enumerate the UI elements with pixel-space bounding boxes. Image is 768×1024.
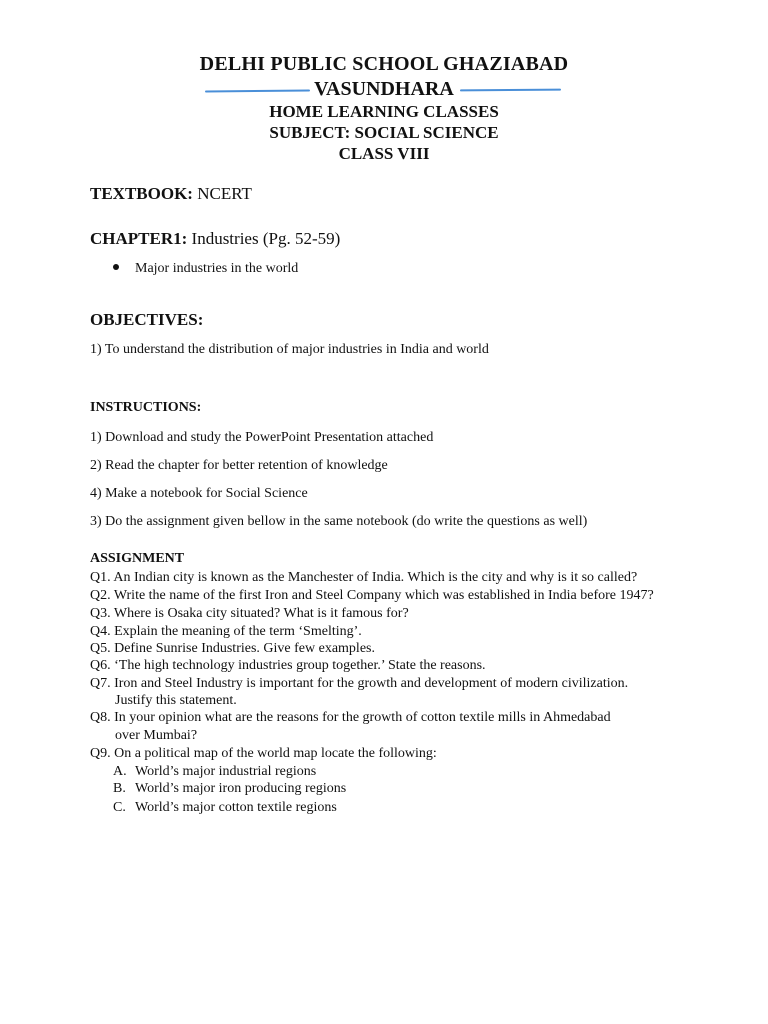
instruction-item-3: 4) Make a notebook for Social Science: [90, 486, 308, 501]
textbook-label: TEXTBOOK:: [90, 184, 193, 203]
list-letter: B.: [113, 781, 126, 796]
chapter-value: Industries (Pg. 52-59): [191, 229, 341, 248]
list-item-text: World’s major iron producing regions: [135, 781, 347, 796]
subject-title: SUBJECT: SOCIAL SCIENCE: [269, 123, 499, 142]
list-letter: C.: [113, 800, 126, 815]
textbook-line: [90, 184, 252, 204]
question-3: Q3. Where is Osaka city situated? What is it famous for?: [90, 606, 409, 621]
instructions-heading: INSTRUCTIONS:: [90, 400, 202, 415]
question-1: Q1. An Indian city is known as the Manchester of India. Which is the city and why is it so called?: [90, 570, 638, 585]
question-9-item-a: [113, 764, 316, 780]
school-name: DELHI PUBLIC SCHOOL GHAZIABAD: [199, 53, 569, 75]
chapter-topic-item: [113, 261, 298, 277]
question-6: Q6. ‘The high technology industries group together.’ State the reasons.: [90, 658, 486, 673]
question-9-item-c: [113, 800, 337, 816]
instruction-item-4: 3) Do the assignment given bellow in the same notebook (do write the questions as well): [90, 514, 588, 529]
objectives-heading: OBJECTIVES:: [90, 310, 204, 329]
instruction-item-1: 1) Download and study the PowerPoint Presentation attached: [90, 430, 434, 445]
question-9-item-b: [113, 781, 346, 797]
question-9: Q9. On a political map of the world map locate the following:: [90, 746, 437, 761]
list-letter: A.: [113, 764, 127, 779]
assignment-heading: ASSIGNMENT: [90, 551, 185, 566]
school-branch: VASUNDHARA: [314, 78, 454, 100]
question-7-continued: Justify this statement.: [115, 693, 237, 708]
objective-item: 1) To understand the distribution of major industries in India and world: [90, 342, 489, 357]
instruction-item-2: 2) Read the chapter for better retention of knowledge: [90, 458, 388, 473]
chapter-label: CHAPTER1:: [90, 229, 188, 248]
textbook-value: NCERT: [197, 184, 252, 203]
class-title: CLASS VIII: [338, 144, 430, 163]
question-4: Q4. Explain the meaning of the term ‘Smelting’.: [90, 624, 362, 639]
question-8: Q8. In your opinion what are the reasons for the growth of cotton textile mills in Ahmedabad: [90, 710, 611, 725]
question-7: Q7. Iron and Steel Industry is important for the growth and development of modern civilization.: [90, 676, 629, 691]
chapter-line: [90, 229, 340, 249]
question-2: Q2. Write the name of the first Iron and Steel Company which was established in India before 1947?: [90, 588, 654, 603]
bullet-icon: [113, 264, 119, 270]
program-title: HOME LEARNING CLASSES: [269, 102, 499, 121]
question-5: Q5. Define Sunrise Industries. Give few examples.: [90, 641, 375, 656]
question-8-continued: over Mumbai?: [115, 728, 198, 743]
list-item-text: World’s major cotton textile regions: [135, 800, 337, 815]
list-item-text: World’s major industrial regions: [135, 764, 317, 779]
chapter-topic-text: Major industries in the world: [135, 261, 299, 276]
